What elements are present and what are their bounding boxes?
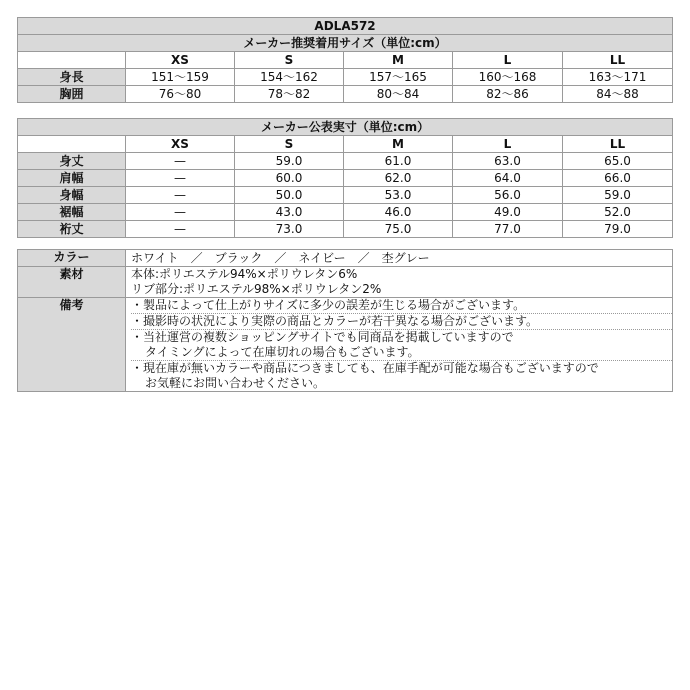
size-header: LL — [563, 136, 673, 153]
measurement-title: メーカー公表実寸（単位:cm） — [18, 119, 673, 136]
product-code: ADLA572 — [18, 18, 673, 35]
table-cell: 64.0 — [453, 170, 563, 187]
table-row — [18, 153, 673, 170]
recommended-size-title: メーカー推奨着用サイズ（単位:cm） — [18, 35, 673, 52]
row-label: 裄丈 — [18, 221, 126, 238]
table-cell: 46.0 — [344, 204, 453, 221]
table-cell: 82〜86 — [453, 86, 563, 103]
table-row — [18, 204, 673, 221]
table-row — [18, 221, 673, 238]
row-label: 肩幅 — [18, 170, 126, 187]
material-row — [18, 267, 673, 298]
table-row — [18, 69, 673, 86]
table-cell: 160〜168 — [453, 69, 563, 86]
row-label: 身丈 — [18, 153, 126, 170]
table-cell: 52.0 — [563, 204, 673, 221]
notes-label: 備考 — [18, 298, 126, 392]
table-cell: 80〜84 — [344, 86, 453, 103]
table-cell: 79.0 — [563, 221, 673, 238]
size-header: M — [344, 136, 453, 153]
table-cell: 43.0 — [235, 204, 344, 221]
material-line: リブ部分:ポリエステル98%×ポリウレタン2% — [131, 282, 382, 296]
table-cell: 62.0 — [344, 170, 453, 187]
note-line: ・撮影時の状況により実際の商品とカラーが若干異なる場合がございます。 — [131, 313, 672, 329]
note-line: お気軽にお問い合わせください。 — [145, 376, 326, 390]
table-cell: 77.0 — [453, 221, 563, 238]
size-header-row — [18, 136, 673, 153]
size-header-row — [18, 52, 673, 69]
corner-cell — [18, 52, 126, 69]
size-header: LL — [563, 52, 673, 69]
table-cell: 157〜165 — [344, 69, 453, 86]
notes-row — [18, 298, 673, 392]
table-cell: 56.0 — [453, 187, 563, 204]
table-row — [18, 187, 673, 204]
table-cell: 76〜80 — [126, 86, 235, 103]
material-line: 本体:ポリエステル94%×ポリウレタン6% — [131, 267, 358, 281]
row-label: 裾幅 — [18, 204, 126, 221]
row-label: 胸囲 — [18, 86, 126, 103]
table-cell: 84〜88 — [563, 86, 673, 103]
table-cell: 154〜162 — [235, 69, 344, 86]
note-line: タイミングによって在庫切れの場合もございます。 — [145, 345, 420, 359]
table-cell: 50.0 — [235, 187, 344, 204]
table-cell: 49.0 — [453, 204, 563, 221]
size-header: L — [453, 52, 563, 69]
table-cell: 59.0 — [235, 153, 344, 170]
table-cell: 66.0 — [563, 170, 673, 187]
table-cell: — — [126, 153, 235, 170]
corner-cell — [18, 136, 126, 153]
size-header: XS — [126, 136, 235, 153]
table-cell: 59.0 — [563, 187, 673, 204]
note-line: ・製品によって仕上がりサイズに多少の誤差が生じる場合がございます。 — [131, 298, 526, 312]
size-header: S — [235, 136, 344, 153]
note-line: ・現在庫が無いカラーや商品につきましても、在庫手配が可能な場合もございますので — [131, 360, 672, 376]
table-cell: 63.0 — [453, 153, 563, 170]
material-value — [126, 267, 673, 298]
table-cell: — — [126, 204, 235, 221]
product-details-table — [17, 249, 673, 392]
size-header: S — [235, 52, 344, 69]
table-cell: 53.0 — [344, 187, 453, 204]
table-cell: 163〜171 — [563, 69, 673, 86]
table-cell: — — [126, 187, 235, 204]
table-cell: 61.0 — [344, 153, 453, 170]
table-row — [18, 170, 673, 187]
color-label: カラー — [18, 250, 126, 267]
table-cell: 78〜82 — [235, 86, 344, 103]
size-header: XS — [126, 52, 235, 69]
table-cell: 60.0 — [235, 170, 344, 187]
note-line: ・当社運営の複数ショッピングサイトでも同商品を掲載していますので — [131, 329, 672, 345]
table-cell: — — [126, 170, 235, 187]
size-header: M — [344, 52, 453, 69]
table-cell: 151〜159 — [126, 69, 235, 86]
row-label: 身幅 — [18, 187, 126, 204]
size-header: L — [453, 136, 563, 153]
row-label: 身長 — [18, 69, 126, 86]
table-cell: 75.0 — [344, 221, 453, 238]
table-row — [18, 86, 673, 103]
color-row — [18, 250, 673, 267]
table-cell: 73.0 — [235, 221, 344, 238]
table-cell: — — [126, 221, 235, 238]
color-value: ホワイト ／ ブラック ／ ネイビー ／ 杢グレー — [126, 250, 673, 267]
measurement-table — [17, 118, 673, 238]
recommended-size-table — [17, 17, 673, 103]
material-label: 素材 — [18, 267, 126, 298]
notes-value — [126, 298, 673, 392]
table-cell: 65.0 — [563, 153, 673, 170]
